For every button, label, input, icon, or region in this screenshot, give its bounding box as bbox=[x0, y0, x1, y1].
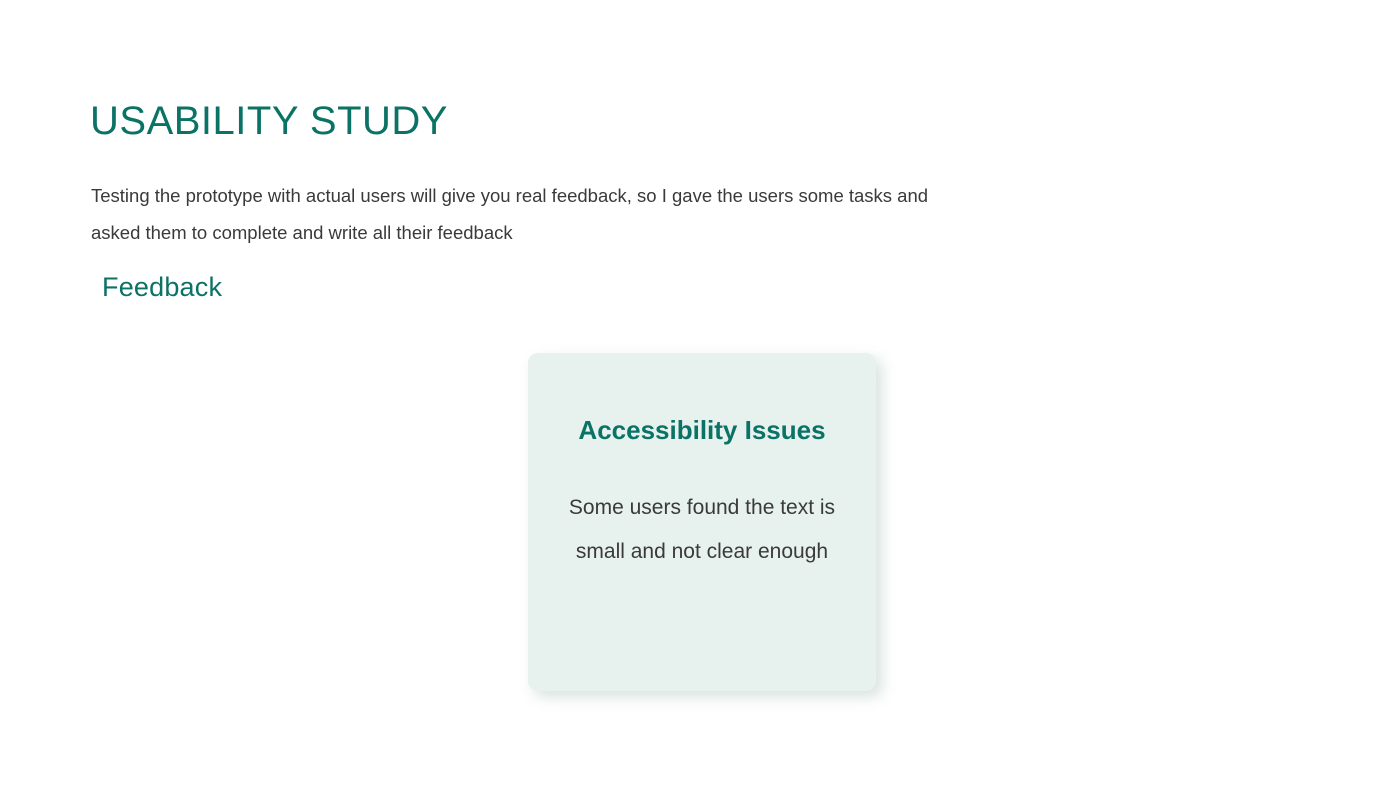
intro-paragraph: Testing the prototype with actual users will give you real feedback, so I gave the users some tasks and asked them to complete and write all their feedback bbox=[91, 184, 929, 243]
feedback-card-title: Accessibility Issues bbox=[578, 415, 826, 445]
feedback-card-body: Some users found the text is small and not clear enough bbox=[568, 496, 836, 564]
section-label-feedback: Feedback bbox=[102, 272, 223, 302]
feedback-card-accessibility-issues bbox=[528, 353, 876, 691]
page-title: USABILITY STUDY bbox=[90, 98, 448, 143]
